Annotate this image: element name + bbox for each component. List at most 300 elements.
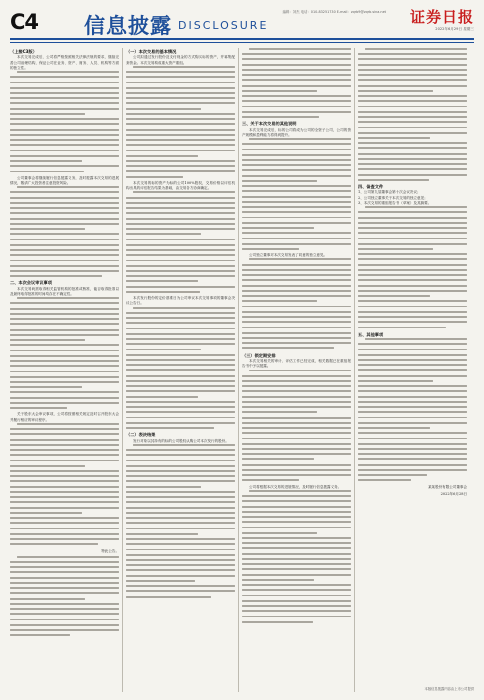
text-line <box>358 217 467 219</box>
text-line <box>358 364 467 366</box>
paragraph: 1、公司第九届董事会第十次会议决议； <box>358 190 421 195</box>
text-line <box>358 79 467 81</box>
text-line <box>242 116 319 118</box>
text-line <box>242 206 351 208</box>
text-line <box>358 243 467 245</box>
text-line <box>10 501 119 503</box>
text-line <box>358 479 411 481</box>
text-line <box>358 316 467 318</box>
text-line <box>10 144 119 146</box>
text-line <box>242 196 351 198</box>
text-line <box>10 191 119 193</box>
text-line <box>358 306 467 308</box>
text-line <box>242 390 351 392</box>
body-text-block <box>10 71 119 172</box>
text-line <box>10 480 119 482</box>
text-line <box>17 423 119 425</box>
text-line <box>126 333 235 335</box>
issue-date: 2022年6月29日 星期三 <box>435 27 474 31</box>
text-line <box>126 491 235 493</box>
text-line <box>126 369 235 371</box>
text-line <box>358 279 467 281</box>
text-line <box>242 269 351 271</box>
text-line <box>242 143 351 145</box>
text-line <box>249 370 351 372</box>
text-line <box>242 185 351 187</box>
text-line <box>10 386 82 388</box>
text-line <box>10 323 119 325</box>
text-line <box>126 129 235 131</box>
text-line <box>242 243 351 245</box>
text-line <box>10 496 119 498</box>
text-line <box>242 222 351 224</box>
text-line <box>126 554 235 556</box>
text-line <box>10 171 84 173</box>
text-line <box>358 327 446 329</box>
text-line <box>10 102 119 104</box>
text-line <box>365 206 467 208</box>
text-line <box>358 274 467 276</box>
text-line <box>358 111 467 113</box>
text-line <box>242 332 351 334</box>
text-line <box>10 350 119 352</box>
page-code: C4 <box>10 10 39 34</box>
text-line <box>126 286 235 288</box>
sub-heading: （三）锁定期安排 <box>242 352 276 358</box>
text-line <box>242 285 351 287</box>
text-line <box>242 579 314 581</box>
text-line <box>358 443 467 445</box>
signature-date: 2022年6月28日 <box>440 491 467 496</box>
text-line <box>358 375 467 377</box>
text-line <box>242 589 351 591</box>
text-line <box>126 155 198 157</box>
text-line <box>242 464 351 466</box>
text-line <box>242 595 351 597</box>
text-line <box>242 422 351 424</box>
text-line <box>242 295 351 297</box>
body-text-block <box>242 138 351 250</box>
sub-heading: （二）表决结果 <box>126 432 156 438</box>
text-line <box>242 432 351 434</box>
text-line <box>10 371 119 373</box>
paragraph: 本次交易完成后，公司将严格按照相关法律法规的要求，继续完善公司治理结构，保证公司在业务、资产、财务、人员、机构等方面的独立性。 <box>10 55 119 70</box>
text-line <box>126 102 235 104</box>
text-line <box>10 118 119 120</box>
text-line <box>358 69 467 71</box>
paragraph: 公司拟通过发行股份及支付现金的方式购买标的资产，并募集配套资金。本次交易构成重大资产重组。 <box>126 55 235 65</box>
text-line <box>242 521 351 523</box>
text-line <box>358 264 467 266</box>
text-line <box>358 369 467 371</box>
column-divider <box>238 48 239 692</box>
body-text-block <box>358 338 467 481</box>
text-line <box>242 327 351 329</box>
body-text-block <box>358 48 467 181</box>
text-line <box>242 274 351 276</box>
text-line <box>10 533 119 535</box>
text-line <box>242 537 351 539</box>
text-line <box>358 90 433 92</box>
text-line <box>358 100 467 102</box>
paragraph: 本次交易的标的资产为标的公司100%股权，交易价格以评估机构出具的评估报告结果为基础，由交易各方协商确定。 <box>126 180 235 191</box>
text-line <box>242 458 314 460</box>
column-1 <box>10 48 119 692</box>
text-line <box>126 528 235 530</box>
text-line <box>10 582 119 584</box>
text-line <box>242 605 351 607</box>
text-line <box>242 164 351 166</box>
text-line <box>358 385 467 387</box>
text-line <box>242 175 351 177</box>
text-line <box>358 163 467 165</box>
text-line <box>242 427 351 429</box>
text-line <box>10 439 119 441</box>
text-line <box>10 391 119 393</box>
text-line <box>242 238 351 240</box>
text-line <box>242 69 351 71</box>
column-divider <box>354 48 355 692</box>
text-line <box>10 218 119 220</box>
text-line <box>242 149 351 151</box>
text-line <box>242 616 351 618</box>
text-line <box>10 561 119 563</box>
paragraph: 本次发行股份的定价基准日为公司审议本次交易事项的董事会决议公告日。 <box>126 296 235 306</box>
body-text-block <box>10 423 119 545</box>
text-line <box>10 603 119 605</box>
text-line <box>10 139 119 141</box>
text-line <box>126 580 195 582</box>
text-line <box>242 58 351 60</box>
text-line <box>126 260 235 262</box>
text-line <box>126 76 235 78</box>
text-line <box>10 165 119 167</box>
text-line <box>126 465 235 467</box>
text-line <box>126 197 235 199</box>
text-line <box>126 401 235 403</box>
text-line <box>126 590 235 592</box>
text-line <box>10 629 119 631</box>
text-line <box>242 479 299 481</box>
text-line <box>126 569 235 571</box>
body-text-block <box>10 186 119 277</box>
body-text-block <box>242 48 351 118</box>
text-line <box>358 354 467 356</box>
text-line <box>126 176 183 178</box>
text-line <box>126 359 235 361</box>
text-line <box>126 449 235 451</box>
text-line <box>242 621 313 623</box>
text-line <box>10 475 119 477</box>
text-line <box>10 381 119 383</box>
text-line <box>242 396 351 398</box>
text-line <box>126 170 235 172</box>
paragraph: 3、本次交易的重组报告书（草案）及其摘要。 <box>358 200 432 205</box>
text-line <box>10 87 119 89</box>
text-line <box>17 556 119 558</box>
text-line <box>10 397 119 399</box>
text-line <box>358 285 467 287</box>
text-line <box>358 295 430 297</box>
text-line <box>10 428 119 430</box>
text-line <box>242 180 317 182</box>
text-line <box>249 258 351 260</box>
newspaper-logo: 证券日报 <box>409 8 474 26</box>
text-line <box>242 417 351 419</box>
text-line <box>126 254 235 256</box>
text-line <box>242 190 351 192</box>
text-line <box>358 53 467 55</box>
column-heading: 四、备查文件 <box>358 184 384 190</box>
body-text-block <box>10 556 119 636</box>
text-line <box>242 217 351 219</box>
text-line <box>358 106 467 108</box>
text-line <box>242 100 351 102</box>
text-line <box>242 248 299 250</box>
text-line <box>126 396 198 398</box>
text-line <box>126 411 235 413</box>
text-line <box>126 71 235 73</box>
text-line <box>358 422 467 424</box>
text-line <box>10 254 119 256</box>
text-line <box>126 486 201 488</box>
text-line <box>126 422 235 424</box>
text-line <box>242 306 351 308</box>
text-line <box>10 522 119 524</box>
text-line <box>10 202 119 204</box>
text-line <box>10 97 119 99</box>
text-line <box>358 222 467 224</box>
section-title-en: DISCLOSURE <box>178 19 269 32</box>
text-line <box>126 501 235 503</box>
text-line <box>249 48 351 50</box>
text-line <box>126 349 201 351</box>
footer-note: 本版信息披露内容由上市公司提供 <box>424 687 474 692</box>
text-line <box>358 132 467 134</box>
text-line <box>242 380 351 382</box>
text-line <box>10 608 119 610</box>
text-line <box>242 159 351 161</box>
text-line <box>126 228 235 230</box>
text-line <box>126 113 235 115</box>
text-line <box>358 258 467 260</box>
text-line <box>126 517 235 519</box>
paragraph: 2、公司独立董事关于本次交易的独立意见； <box>358 195 428 200</box>
text-line <box>242 154 351 156</box>
text-line <box>10 233 119 235</box>
text-line <box>358 438 467 440</box>
text-line <box>126 460 235 462</box>
paragraph: 本次交易完成后，标的公司将成为公司的全资子公司，公司的资产规模和盈利能力将得到提升。 <box>242 127 351 137</box>
section-title: 信息披露 <box>84 14 172 38</box>
text-line <box>249 490 351 492</box>
text-line <box>242 506 351 508</box>
text-line <box>358 469 467 471</box>
text-line <box>126 470 235 472</box>
text-line <box>242 85 351 87</box>
text-line <box>10 517 119 519</box>
text-line <box>242 563 351 565</box>
text-line <box>126 218 235 220</box>
text-line <box>242 401 351 403</box>
text-line <box>358 406 467 408</box>
text-line <box>10 355 119 357</box>
text-line <box>126 427 214 429</box>
text-line <box>17 71 119 73</box>
paragraph: 关于股东大会审议事项，公司将按照相关规定及时召开股东大会并履行相应的审议程序。 <box>10 412 119 422</box>
text-line <box>126 202 235 204</box>
text-line <box>10 571 119 573</box>
text-line <box>242 438 351 440</box>
text-line <box>10 134 119 136</box>
text-line <box>242 279 351 281</box>
text-line <box>10 244 119 246</box>
text-line <box>10 270 119 272</box>
text-line <box>10 566 119 568</box>
text-line <box>10 223 119 225</box>
text-line <box>10 577 119 579</box>
text-line <box>10 329 119 331</box>
text-line <box>126 233 201 235</box>
text-line <box>126 165 235 167</box>
text-line <box>242 79 351 81</box>
text-line <box>126 207 235 209</box>
text-line <box>358 121 467 123</box>
text-line <box>242 474 351 476</box>
text-line <box>10 160 82 162</box>
text-line <box>126 92 235 94</box>
text-line <box>358 380 433 382</box>
text-line <box>126 212 235 214</box>
text-line <box>242 90 317 92</box>
text-line <box>10 592 119 594</box>
text-line <box>10 598 85 600</box>
text-line <box>242 495 351 497</box>
text-line <box>358 227 467 229</box>
text-line <box>10 334 119 336</box>
text-line <box>126 328 235 330</box>
text-line <box>126 338 235 340</box>
column-heading: 三、关于本次交易的其他说明 <box>242 121 297 127</box>
text-line <box>242 201 351 203</box>
text-line <box>10 339 85 341</box>
text-line <box>242 448 351 450</box>
text-line <box>126 480 235 482</box>
body-text-block <box>242 370 351 482</box>
text-line <box>126 522 235 524</box>
text-line <box>242 264 351 266</box>
text-line <box>10 123 119 125</box>
text-line <box>10 155 119 157</box>
text-line <box>133 66 235 68</box>
text-line <box>358 142 467 144</box>
text-line <box>126 380 235 382</box>
text-line <box>126 239 235 241</box>
text-line <box>10 449 119 451</box>
text-line <box>242 542 351 544</box>
text-line <box>10 407 67 409</box>
text-line <box>10 76 119 78</box>
text-line <box>242 469 351 471</box>
text-line <box>126 139 235 141</box>
text-line <box>126 82 235 84</box>
text-line <box>126 533 198 535</box>
text-line <box>10 365 119 367</box>
text-line <box>358 95 467 97</box>
paragraph: 公司独立董事对本次交易发表了同意的独立意见。 <box>249 253 328 258</box>
text-line <box>358 58 467 60</box>
text-line <box>242 532 317 534</box>
text-line <box>133 444 235 446</box>
text-line <box>358 269 467 271</box>
text-line <box>10 275 102 277</box>
text-line <box>126 354 235 356</box>
text-line <box>358 211 467 213</box>
text-line <box>242 553 351 555</box>
text-line <box>242 568 351 570</box>
text-line <box>10 634 70 636</box>
text-line <box>10 92 119 94</box>
paragraph: 本次交易尚需取得相关监管机构的批准或核准，能否取得批准以及最终取得批准的时间均存在不确定性。 <box>10 286 119 296</box>
text-line <box>358 311 467 313</box>
text-line <box>10 344 119 346</box>
text-line <box>10 454 119 456</box>
column-3 <box>242 48 351 692</box>
text-line <box>126 280 198 282</box>
text-line <box>126 265 235 267</box>
text-line <box>126 134 235 136</box>
text-line <box>358 396 467 398</box>
text-line <box>10 465 85 467</box>
text-line <box>358 411 467 413</box>
text-line <box>242 547 351 549</box>
text-line <box>126 343 235 345</box>
text-line <box>358 464 467 466</box>
text-line <box>126 507 235 509</box>
text-line <box>242 600 351 602</box>
text-line <box>10 108 119 110</box>
text-line <box>126 118 235 120</box>
text-line <box>358 417 467 419</box>
text-line <box>358 238 467 240</box>
text-line <box>126 275 235 277</box>
text-line <box>126 390 235 392</box>
text-line <box>242 169 351 171</box>
text-line <box>358 127 467 129</box>
text-line <box>10 402 119 404</box>
text-line <box>242 337 351 339</box>
editor-line: 编辑：刘杰 电话：010-83251730 E-mail：zqrb9@zqrb.sina.net <box>282 10 386 14</box>
text-line <box>10 260 119 262</box>
text-line <box>242 95 351 97</box>
sub-heading: 五、其他事项 <box>358 331 384 337</box>
body-text-block <box>126 444 235 598</box>
article-columns <box>10 48 474 692</box>
text-line <box>126 475 235 477</box>
text-line <box>133 307 235 309</box>
text-line <box>10 376 119 378</box>
column-2 <box>126 48 235 692</box>
paragraph: 本次交易相关的审计、评估工作已经完成，相关数据已在重组报告书中予以披露。 <box>242 359 351 369</box>
text-line <box>242 111 351 113</box>
text-line <box>126 244 235 246</box>
text-line <box>10 212 119 214</box>
text-line <box>126 291 200 293</box>
text-line <box>10 444 119 446</box>
text-line <box>126 496 235 498</box>
text-line <box>126 97 235 99</box>
text-line <box>242 500 351 502</box>
